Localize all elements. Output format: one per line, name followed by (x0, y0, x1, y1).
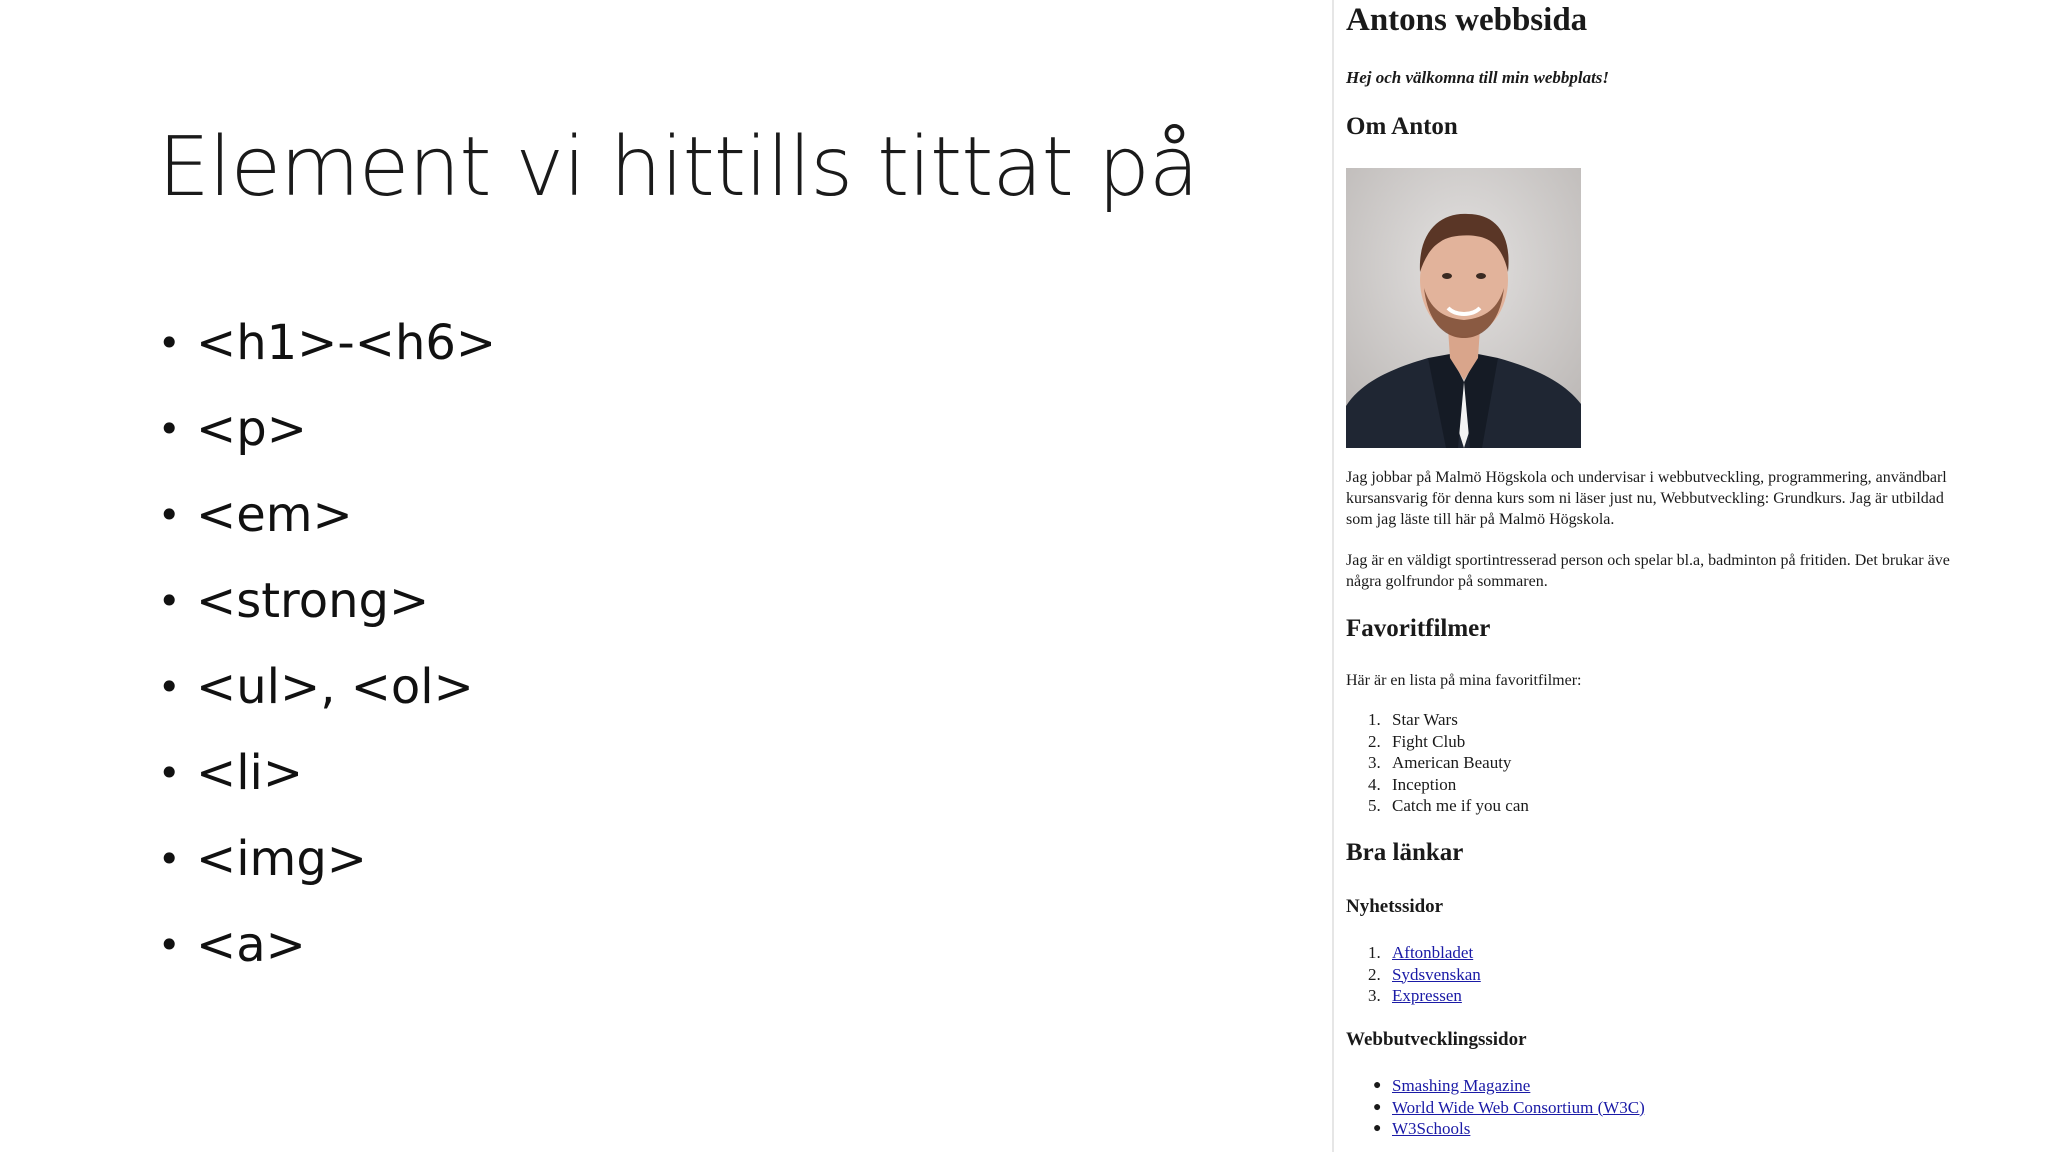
link-w3c[interactable]: World Wide Web Consortium (W3C) (1392, 1097, 1645, 1117)
link-aftonbladet[interactable]: Aftonbladet (1392, 943, 1474, 962)
link-expressen[interactable]: Expressen (1392, 986, 1462, 1005)
bullet-dot-icon: • (158, 665, 181, 709)
about-paragraph-1 (1346, 467, 1947, 530)
link-w3schools[interactable]: W3Schools (1392, 1119, 1471, 1138)
portrait-image-icon (1346, 168, 1581, 448)
list-item (1346, 709, 1529, 731)
bullet-text: <p> (196, 401, 307, 457)
bullet-text: <h1>-<h6> (196, 315, 497, 371)
list-item (1346, 731, 1529, 753)
bullet-dot-icon: • (158, 751, 181, 795)
list-item (1346, 1097, 1645, 1119)
list-item (1346, 1118, 1645, 1140)
list-item (1346, 774, 1529, 796)
webpage-intro: Hej och välkomna till min webbplats! (1346, 68, 1610, 87)
movies-list (1346, 709, 1529, 817)
bullet-text: <a> (196, 917, 306, 973)
list-item (1346, 752, 1529, 774)
movie-title: Star Wars (1392, 710, 1458, 729)
list-item (1346, 795, 1529, 817)
list-number: 5. (1368, 796, 1381, 815)
bullet-text: <strong> (196, 573, 430, 629)
list-number: 2. (1368, 964, 1381, 984)
slide-bullet-list (158, 308, 496, 996)
list-item (1346, 1075, 1645, 1097)
paragraph-line: som jag läste till här på Malmö Högskola. (1346, 511, 1615, 528)
bullet-text: <em> (196, 487, 353, 543)
movie-title: Inception (1392, 774, 1457, 794)
webdev-links-list (1346, 1075, 1645, 1140)
movies-heading: Favoritfilmer (1346, 615, 1491, 642)
bullet-item (158, 480, 496, 566)
bullet-item (158, 652, 496, 738)
profile-photo (1346, 168, 1581, 448)
list-number: 3. (1368, 753, 1381, 772)
bullet-dot-icon: • (158, 407, 181, 451)
movie-title: Catch me if you can (1392, 796, 1529, 815)
bullet-icon: ● (1373, 1078, 1382, 1093)
bullet-icon: ● (1373, 1099, 1382, 1115)
paragraph-line: några golfrundor på sommaren. (1346, 573, 1548, 590)
list-item (1346, 942, 1481, 964)
list-number: 4. (1368, 774, 1381, 794)
bullet-icon: ● (1373, 1121, 1382, 1136)
bullet-item (158, 566, 496, 652)
webpage-preview (1332, 0, 2048, 1152)
webdev-heading: Webbutvecklingssidor (1346, 1029, 1527, 1050)
webpage-heading: Antons webbsida (1346, 2, 1588, 38)
bullet-text: <img> (196, 831, 367, 887)
paragraph-line: Jag är en väldigt sportintresserad person och spelar bl.a, badminton på fritiden. Det brukar äve (1346, 552, 1950, 569)
list-item (1346, 985, 1481, 1007)
news-links-list (1346, 942, 1481, 1007)
movie-title: American Beauty (1392, 753, 1512, 772)
links-heading: Bra länkar (1346, 839, 1464, 866)
bullet-item (158, 738, 496, 824)
bullet-dot-icon: • (158, 493, 181, 537)
movies-intro: Här är en lista på mina favoritfilmer: (1346, 672, 1582, 689)
slide-title: Element vi hittills tittat på (158, 120, 1199, 215)
link-sydsvenskan[interactable]: Sydsvenskan (1392, 964, 1481, 984)
paragraph-line: kursansvarig för denna kurs som ni läser just nu, Webbutveckling: Grundkurs. Jag är utbildad (1346, 490, 1944, 507)
list-item (1346, 964, 1481, 986)
bullet-item (158, 824, 496, 910)
news-heading: Nyhetssidor (1346, 896, 1444, 917)
bullet-dot-icon: • (158, 321, 181, 365)
bullet-dot-icon: • (158, 837, 181, 881)
bullet-dot-icon: • (158, 579, 181, 623)
list-number: 1. (1368, 710, 1381, 729)
about-heading: Om Anton (1346, 113, 1458, 140)
bullet-dot-icon: • (158, 923, 181, 967)
list-number: 1. (1368, 943, 1381, 962)
list-number: 2. (1368, 731, 1381, 751)
about-paragraph-2 (1346, 550, 1950, 592)
movie-title: Fight Club (1392, 731, 1466, 751)
bullet-text: <ul>, <ol> (196, 659, 474, 715)
bullet-text: <li> (196, 745, 304, 801)
list-number: 3. (1368, 986, 1381, 1005)
link-smashing-magazine[interactable]: Smashing Magazine (1392, 1076, 1531, 1095)
bullet-item (158, 910, 496, 996)
paragraph-line: Jag jobbar på Malmö Högskola och undervisar i webbutveckling, programmering, användbarl (1346, 469, 1947, 486)
bullet-item (158, 394, 496, 480)
bullet-item (158, 308, 496, 394)
